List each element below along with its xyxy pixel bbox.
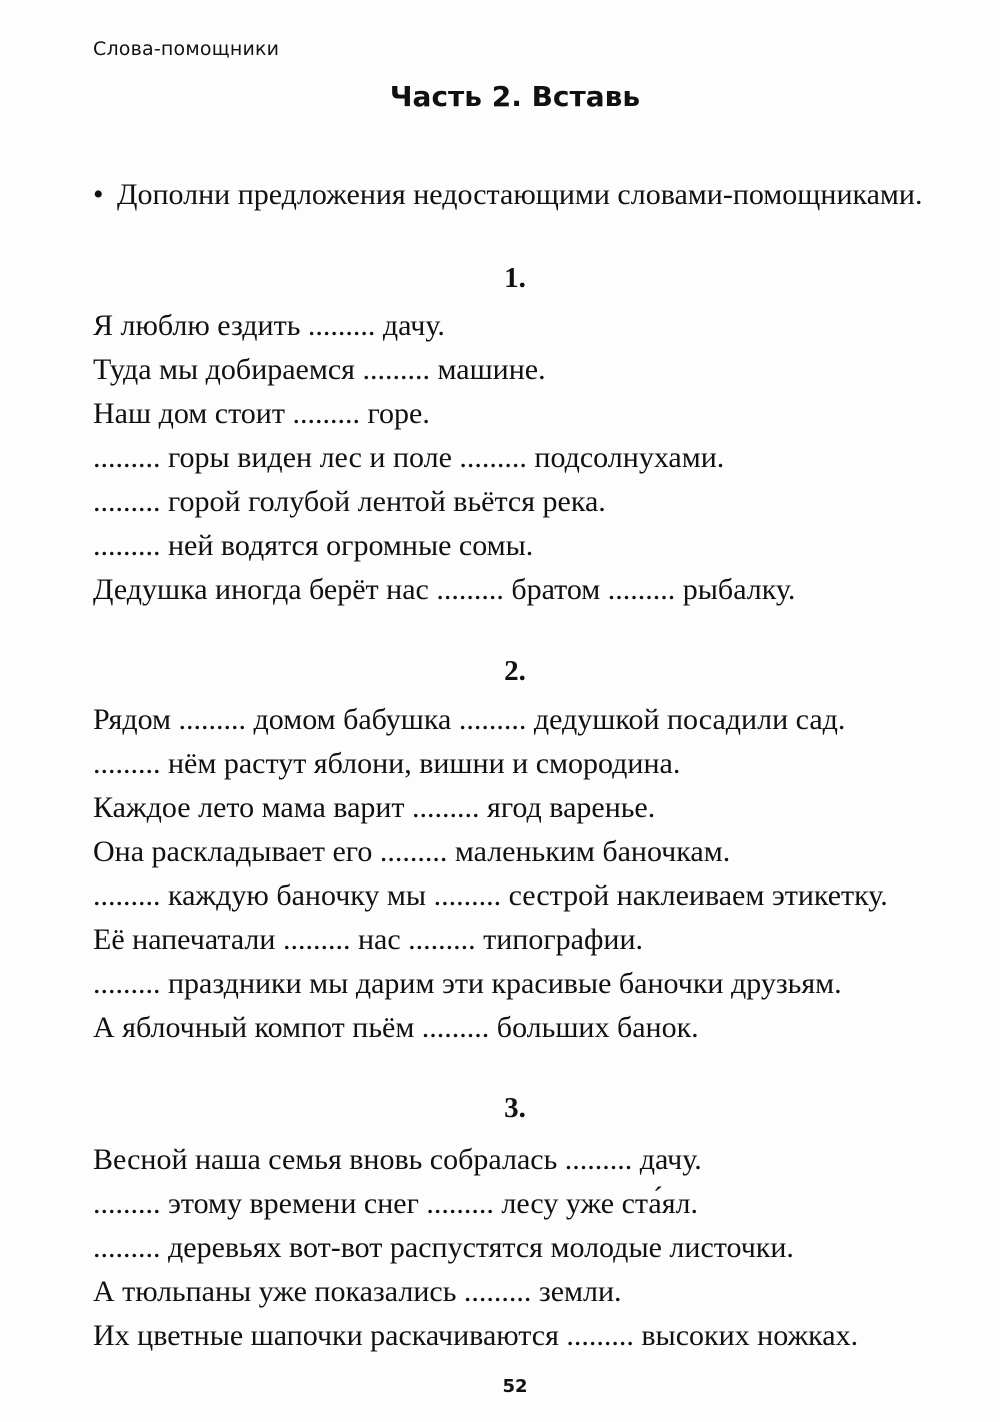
exercise-sentence: ......... деревьях вот-вот распустятся молодые листочки. [93,1231,794,1264]
page-number: 52 [502,1376,528,1397]
exercise-sentence: Наш дом стоит ......... горе. [93,397,430,430]
exercise-sentence: ......... горой голубой лентой вьётся река. [93,485,606,518]
exercise-sentence: Рядом ......... домом бабушка ......... дедушкой посадили сад. [93,703,846,736]
exercise-sentence: Её напечатали ......... нас ......... типографии. [93,923,644,956]
section-number: 2. [504,655,526,687]
exercise-lines [93,304,795,612]
instruction [93,178,922,212]
exercise-sentence: ......... нём растут яблони, вишни и смородина. [93,747,681,780]
exercise-sentence: А тюльпаны уже показались ......... земли. [93,1275,622,1308]
exercise-sentence: Каждое лето мама варит ......... ягод варенье. [93,791,656,824]
exercise-sentence: ......... этому времени снег ......... лесу уже ста́ял. [93,1187,698,1220]
part-title: Часть 2. Вставь [389,80,641,113]
exercise-sentence: Весной наша семья вновь собралась ......... дачу. [93,1143,702,1176]
exercise-sentence: ......... каждую баночку мы ......... сестрой наклеиваем этикетку. [93,879,888,912]
exercise-sentence: ......... ней водятся огромные сомы. [93,529,534,562]
exercise-sentence: А яблочный компот пьём ......... больших банок. [93,1011,699,1044]
exercise-sentence: ......... горы виден лес и поле ......... подсолнухами. [93,441,725,474]
section-number: 1. [504,262,526,294]
exercise-sentence: Она раскладывает его ......... маленьким баночкам. [93,835,731,868]
instruction-text: Дополни предложения недостающими словами-помощниками. [117,178,923,211]
bullet-marker: • [93,178,104,211]
exercise-sentence: ......... праздники мы дарим эти красивые баночки друзьям. [93,967,842,1000]
exercise-sentence: Туда мы добираемся ......... машине. [93,353,546,386]
exercise-lines [93,698,888,1050]
exercise-sentence: Их цветные шапочки раскачиваются ......... высоких ножках. [93,1319,859,1352]
exercise-sentence: Дедушка иногда берёт нас ......... братом ......... рыбалку. [93,573,796,606]
exercise-lines [93,1138,858,1358]
section-number: 3. [504,1092,526,1124]
exercise-sentence: Я люблю ездить ......... дачу. [93,309,445,342]
running-head: Слова-помощники [93,38,280,60]
